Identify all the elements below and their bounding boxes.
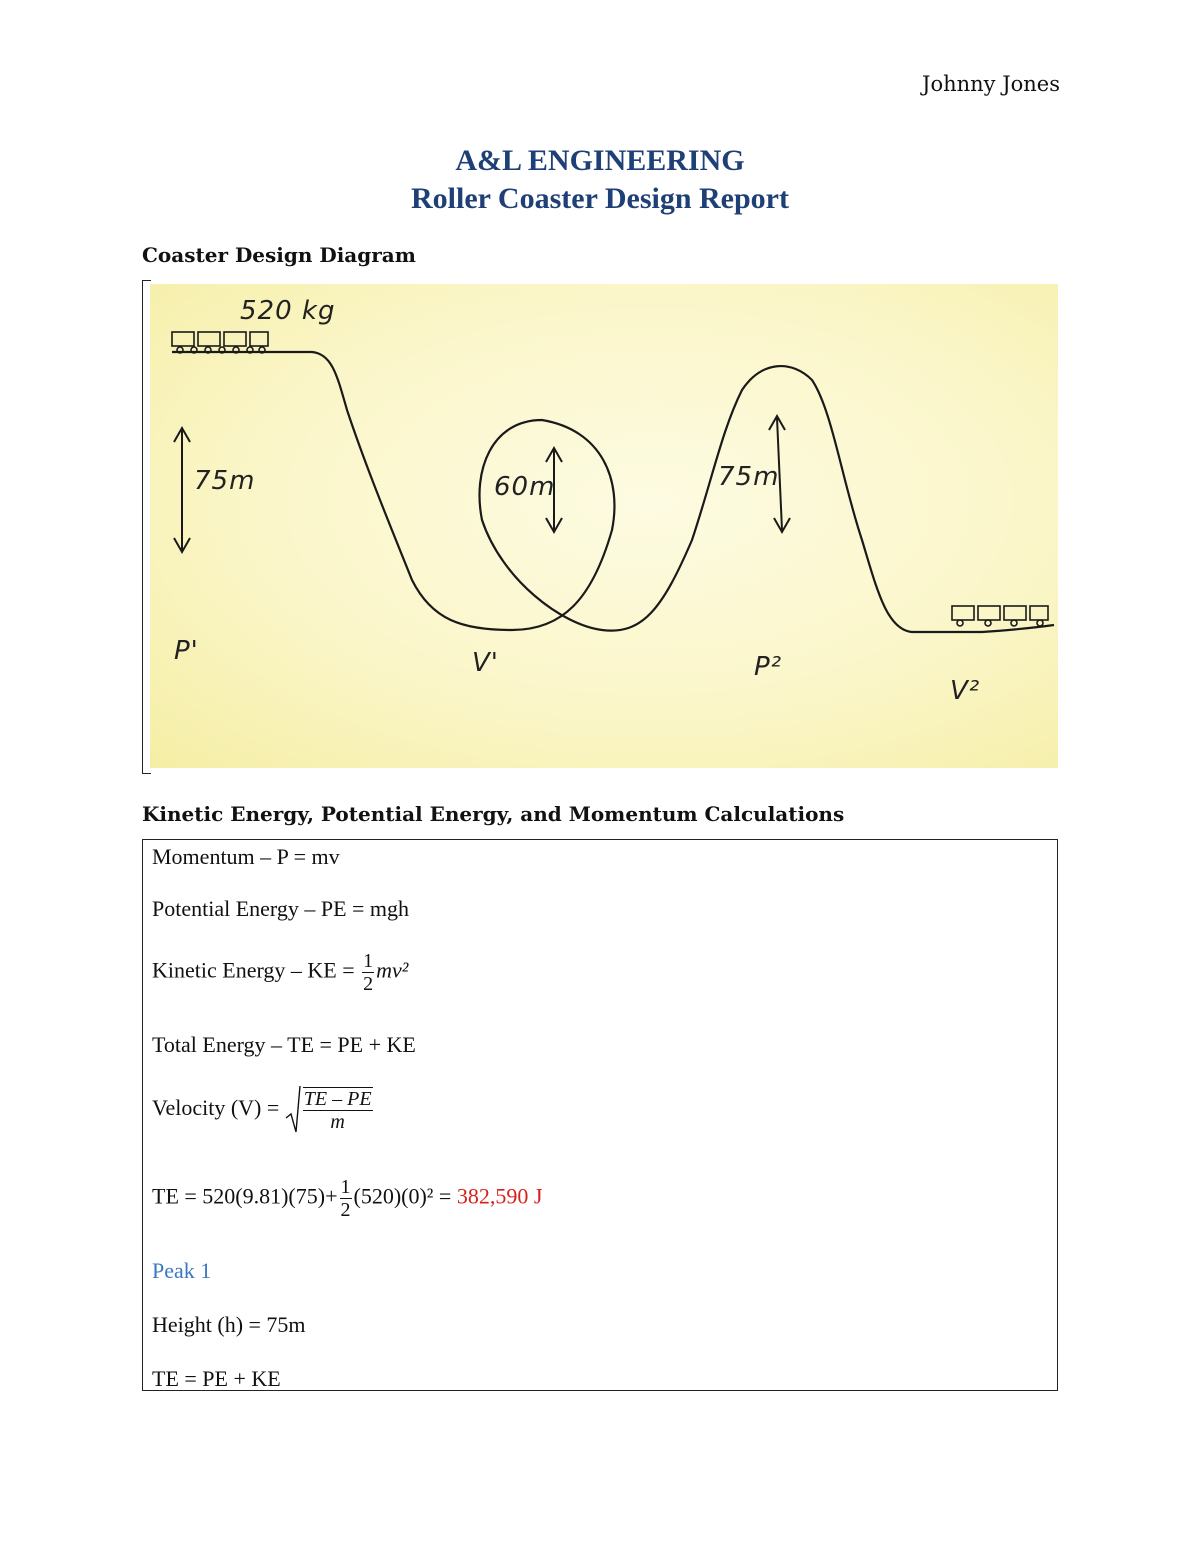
total-energy-formula: Total Energy – TE = PE + KE — [152, 1032, 416, 1057]
ke-prefix: Kinetic Energy – KE = — [152, 957, 361, 983]
mass-label: 520 kg — [240, 296, 336, 326]
kinetic-energy-formula — [152, 950, 408, 995]
potential-energy-formula: Potential Energy – PE = mgh — [152, 896, 410, 921]
height-arrow-start — [174, 428, 190, 552]
start-height-label: 75m — [194, 466, 256, 496]
diagram-heading: Coaster Design Diagram — [142, 243, 416, 267]
te-result: 382,590 J — [456, 1183, 543, 1209]
coaster-cart-start — [172, 332, 268, 353]
coaster-cart-end — [952, 606, 1048, 626]
te-den: 2 — [340, 1199, 351, 1221]
te-fraction — [340, 1176, 352, 1221]
sqrt-symbol — [285, 1084, 375, 1136]
velocity-num: TE – PE — [303, 1088, 372, 1110]
coaster-diagram — [142, 280, 1058, 772]
label-p1: P' — [174, 636, 199, 666]
peak2-height-label: 75m — [718, 462, 780, 492]
label-p2: P² — [754, 652, 783, 682]
te-suffix: (520)(0)² = — [353, 1183, 457, 1209]
peak1-heading: Peak 1 — [152, 1258, 212, 1283]
author-name: Johnny Jones — [922, 72, 1060, 96]
title-report: Roller Coaster Design Report — [411, 182, 789, 215]
te-calculation — [152, 1176, 542, 1221]
ke-fraction — [362, 950, 374, 995]
velocity-fraction — [303, 1087, 373, 1133]
height-value: Height (h) = 75m — [152, 1312, 306, 1337]
velocity-den: m — [330, 1111, 345, 1133]
ke-den: 2 — [363, 973, 374, 995]
momentum-formula: Momentum – P = mv — [152, 844, 340, 869]
calculations-box — [142, 839, 1058, 1391]
label-v1: V' — [472, 648, 499, 678]
ke-suffix: mv² — [376, 957, 409, 983]
calculations-heading: Kinetic Energy, Potential Energy, and Momentum Calculations — [142, 802, 845, 826]
velocity-prefix: Velocity (V) = — [152, 1095, 285, 1121]
velocity-formula — [152, 1084, 375, 1136]
label-v2: V² — [950, 676, 981, 706]
title-company: A&L ENGINEERING — [455, 144, 745, 177]
te-prefix: TE = 520(9.81)(75)+ — [152, 1183, 338, 1209]
coaster-track-sketch — [142, 280, 1058, 772]
ke-num: 1 — [363, 950, 374, 972]
radical-icon — [285, 1084, 301, 1136]
te-num: 1 — [340, 1176, 351, 1198]
loop-height-label: 60m — [494, 472, 556, 502]
report-title — [0, 142, 1200, 218]
te-equation: TE = PE + KE — [152, 1366, 281, 1391]
